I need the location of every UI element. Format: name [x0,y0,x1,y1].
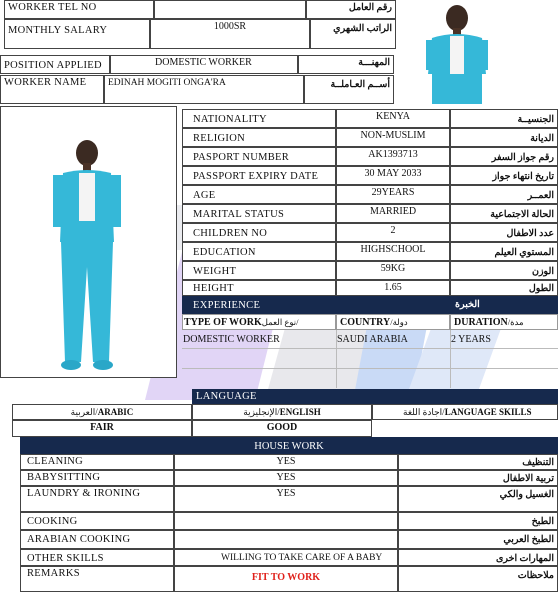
exp-col-divider-1 [336,330,337,388]
marital-status-label: MARITAL STATUS [182,204,336,223]
religion-label: RELIGION [182,128,336,147]
laundry-value: YES [174,486,398,512]
exp-col-type-ar: نوع العمل/ [261,317,299,327]
lang-english-level: GOOD [192,420,372,437]
passport-number-value: AK1393713 [336,147,450,166]
position-applied-label: POSITION APPLIED [0,55,110,74]
exp-col-duration [450,314,558,330]
babysitting-label: BABYSITTING [20,470,174,486]
monthly-salary-ar: الراتب الشهري [310,19,396,49]
exp-col-country [336,314,450,330]
worker-tel-ar: رقم العامل [306,0,396,19]
age-label: AGE [182,185,336,204]
cooking-label: COOKING [20,512,174,530]
exp-row-type: DOMESTIC WORKER [183,334,280,345]
cooking-ar: الطبخ [398,512,558,530]
nationality-value: KENYA [336,109,450,128]
lang-english-header [192,404,372,420]
exp-col-divider-2 [450,330,451,388]
lang-skills-header [372,404,558,420]
exp-row-divider [182,348,558,349]
cleaning-label: CLEANING [20,454,174,470]
worker-name-ar: أســم العـاملــة [304,75,394,104]
passport-number-label: PASPORT NUMBER [182,147,336,166]
laundry-ar: الغسيل والكي [398,486,558,512]
exp-row-divider-2 [182,368,558,369]
education-ar: المستوي العيلم [450,242,558,261]
arabian-cooking-value [174,530,398,549]
lang-arabic-label: ARABIC [97,407,134,417]
language-header: LANGUAGE [192,389,558,404]
worker-name-value: EDINAH MOGITI ONGA'RA [104,75,304,104]
laundry-label: LAUNDRY & IRONING [20,486,174,512]
height-value: 1.65 [336,280,450,296]
other-skills-value: WILLING TO TAKE CARE OF A BABY [174,549,398,566]
worker-photo-full [0,106,177,378]
remarks-value: FIT TO WORK [174,566,398,592]
height-label: HEIGHT [182,280,336,296]
arabian-cooking-ar: الطبخ العربي [398,530,558,549]
education-value: HIGHSCHOOL [336,242,450,261]
lang-skills-label: LANGUAGE SKILLS [444,407,532,417]
religion-value: NON-MUSLIM [336,128,450,147]
lang-english-label: ENGLISH [279,407,321,417]
experience-header [182,296,558,314]
lang-skills-ar: اجادة اللغة/ [403,407,445,417]
passport-number-ar: رقم جواز السفر [450,147,558,166]
exp-col-type [182,314,336,330]
children-no-label: CHILDREN NO [182,223,336,242]
weight-ar: الوزن [450,261,558,280]
lang-arabic-ar: العربية/ [70,407,98,417]
passport-expiry-value: 30 MAY 2033 [336,166,450,185]
worker-name-label: WORKER NAME [0,75,104,104]
lang-english-ar: الإنجليزية/ [243,407,280,417]
arabian-cooking-label: ARABIAN COOKING [20,530,174,549]
nationality-ar: الجنسيــة [450,109,558,128]
babysitting-value: YES [174,470,398,486]
religion-ar: الديانة [450,128,558,147]
cooking-value [174,512,398,530]
remarks-label: REMARKS [20,566,174,592]
weight-label: WEIGHT [182,261,336,280]
exp-col-duration-ar: /مدة [507,317,524,327]
age-value: 29YEARS [336,185,450,204]
marital-status-ar: الحالة الاجتماعية [450,204,558,223]
exp-col-country-label: COUNTRY [340,317,391,328]
exp-row-duration: 2 YEARS [451,334,491,345]
lang-arabic-level: FAIR [12,420,192,437]
experience-title-ar: الخبرة [455,300,480,310]
education-label: EDUCATION [182,242,336,261]
worker-tel-label: WORKER TEL NO [4,0,154,19]
experience-title: EXPERIENCE [193,300,261,311]
children-no-value: 2 [336,223,450,242]
passport-expiry-label: PASSPORT EXPIRY DATE [182,166,336,185]
position-applied-value: DOMESTIC WORKER [110,55,298,74]
lang-arabic-header [12,404,192,420]
exp-col-type-label: TYPE OF WORK [184,317,262,328]
other-skills-label: OTHER SKILLS [20,549,174,566]
monthly-salary-label: MONTHLY SALARY [4,19,150,49]
worker-tel-value [154,0,306,19]
position-applied-ar: المهنـــة [298,55,394,74]
passport-expiry-ar: تاريخ انتهاء جواز [450,166,558,185]
age-ar: العمــر [450,185,558,204]
exp-row-country: SAUDI ARABIA [337,334,408,345]
other-skills-ar: المهارات اخرى [398,549,558,566]
worker-photo-small [402,0,512,104]
height-ar: الطول [450,280,558,296]
nationality-label: NATIONALITY [182,109,336,128]
remarks-ar: ملاحظات [398,566,558,592]
children-no-ar: عدد الاطفال [450,223,558,242]
exp-col-duration-label: DURATION [454,317,508,328]
weight-value: 59KG [336,261,450,280]
monthly-salary-value: 1000SR [150,19,310,49]
marital-status-value: MARRIED [336,204,450,223]
housework-header: HOUSE WORK [20,437,558,454]
cleaning-ar: التنظيف [398,454,558,470]
babysitting-ar: تربية الاطفال [398,470,558,486]
exp-col-country-ar: /دولة [390,317,408,327]
cleaning-value: YES [174,454,398,470]
